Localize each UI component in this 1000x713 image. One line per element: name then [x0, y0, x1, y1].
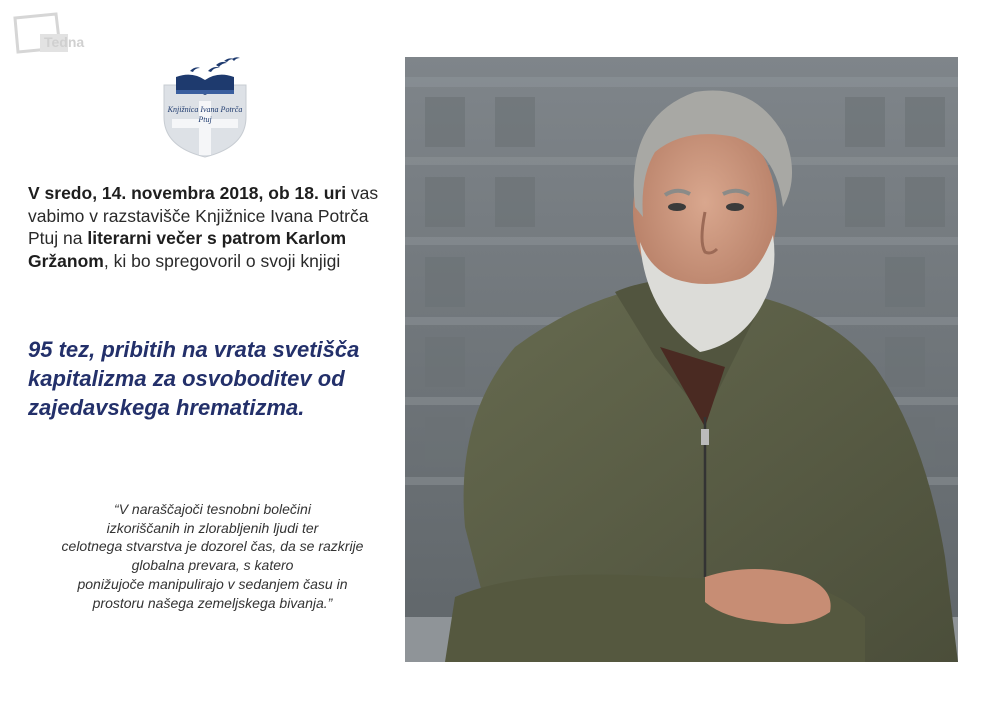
quote-line: ponižujoče manipulirajo v sedanjem času in [77, 575, 348, 592]
library-logo [150, 55, 260, 160]
quote-line: “V naraščajoči tesnobni bolečini [114, 501, 311, 517]
book-quote [40, 500, 385, 612]
invitation-body-1: vas vabimo v razstavišče Knjižnice Ivana Potrča Ptuj na [28, 183, 379, 248]
invitation-text [28, 182, 398, 272]
quote-line: izkoriščanih in zlorabljenih ljudi ter [106, 519, 319, 536]
watermark-logo [10, 10, 120, 60]
watermark-text: Tedna [44, 34, 85, 50]
logo-caption-line2: Ptuj [198, 115, 212, 124]
author-portrait-photo [405, 57, 958, 662]
quote-line: globalna prevara, s katero [131, 557, 294, 574]
quote-line: prostoru našega zemeljskega bivanja.” [92, 594, 333, 611]
quote-line: celotnega stvarstva je dozorel čas, da se razkrije [61, 538, 364, 555]
event-date-time: V sredo, 14. novembra 2018, ob 18. uri [28, 183, 347, 203]
logo-caption-line1: Knjižnica Ivana Potrča [167, 105, 243, 114]
invitation-body-2: , ki bo spregovoril o svoji knjigi [103, 250, 341, 271]
event-name: literarni večer s patrom Karlom Gržanom [28, 228, 347, 271]
book-title: 95 tez, pribitih na vrata svetišča kapitalizma za osvoboditev od zajedavskega hrematizma. [28, 337, 360, 420]
